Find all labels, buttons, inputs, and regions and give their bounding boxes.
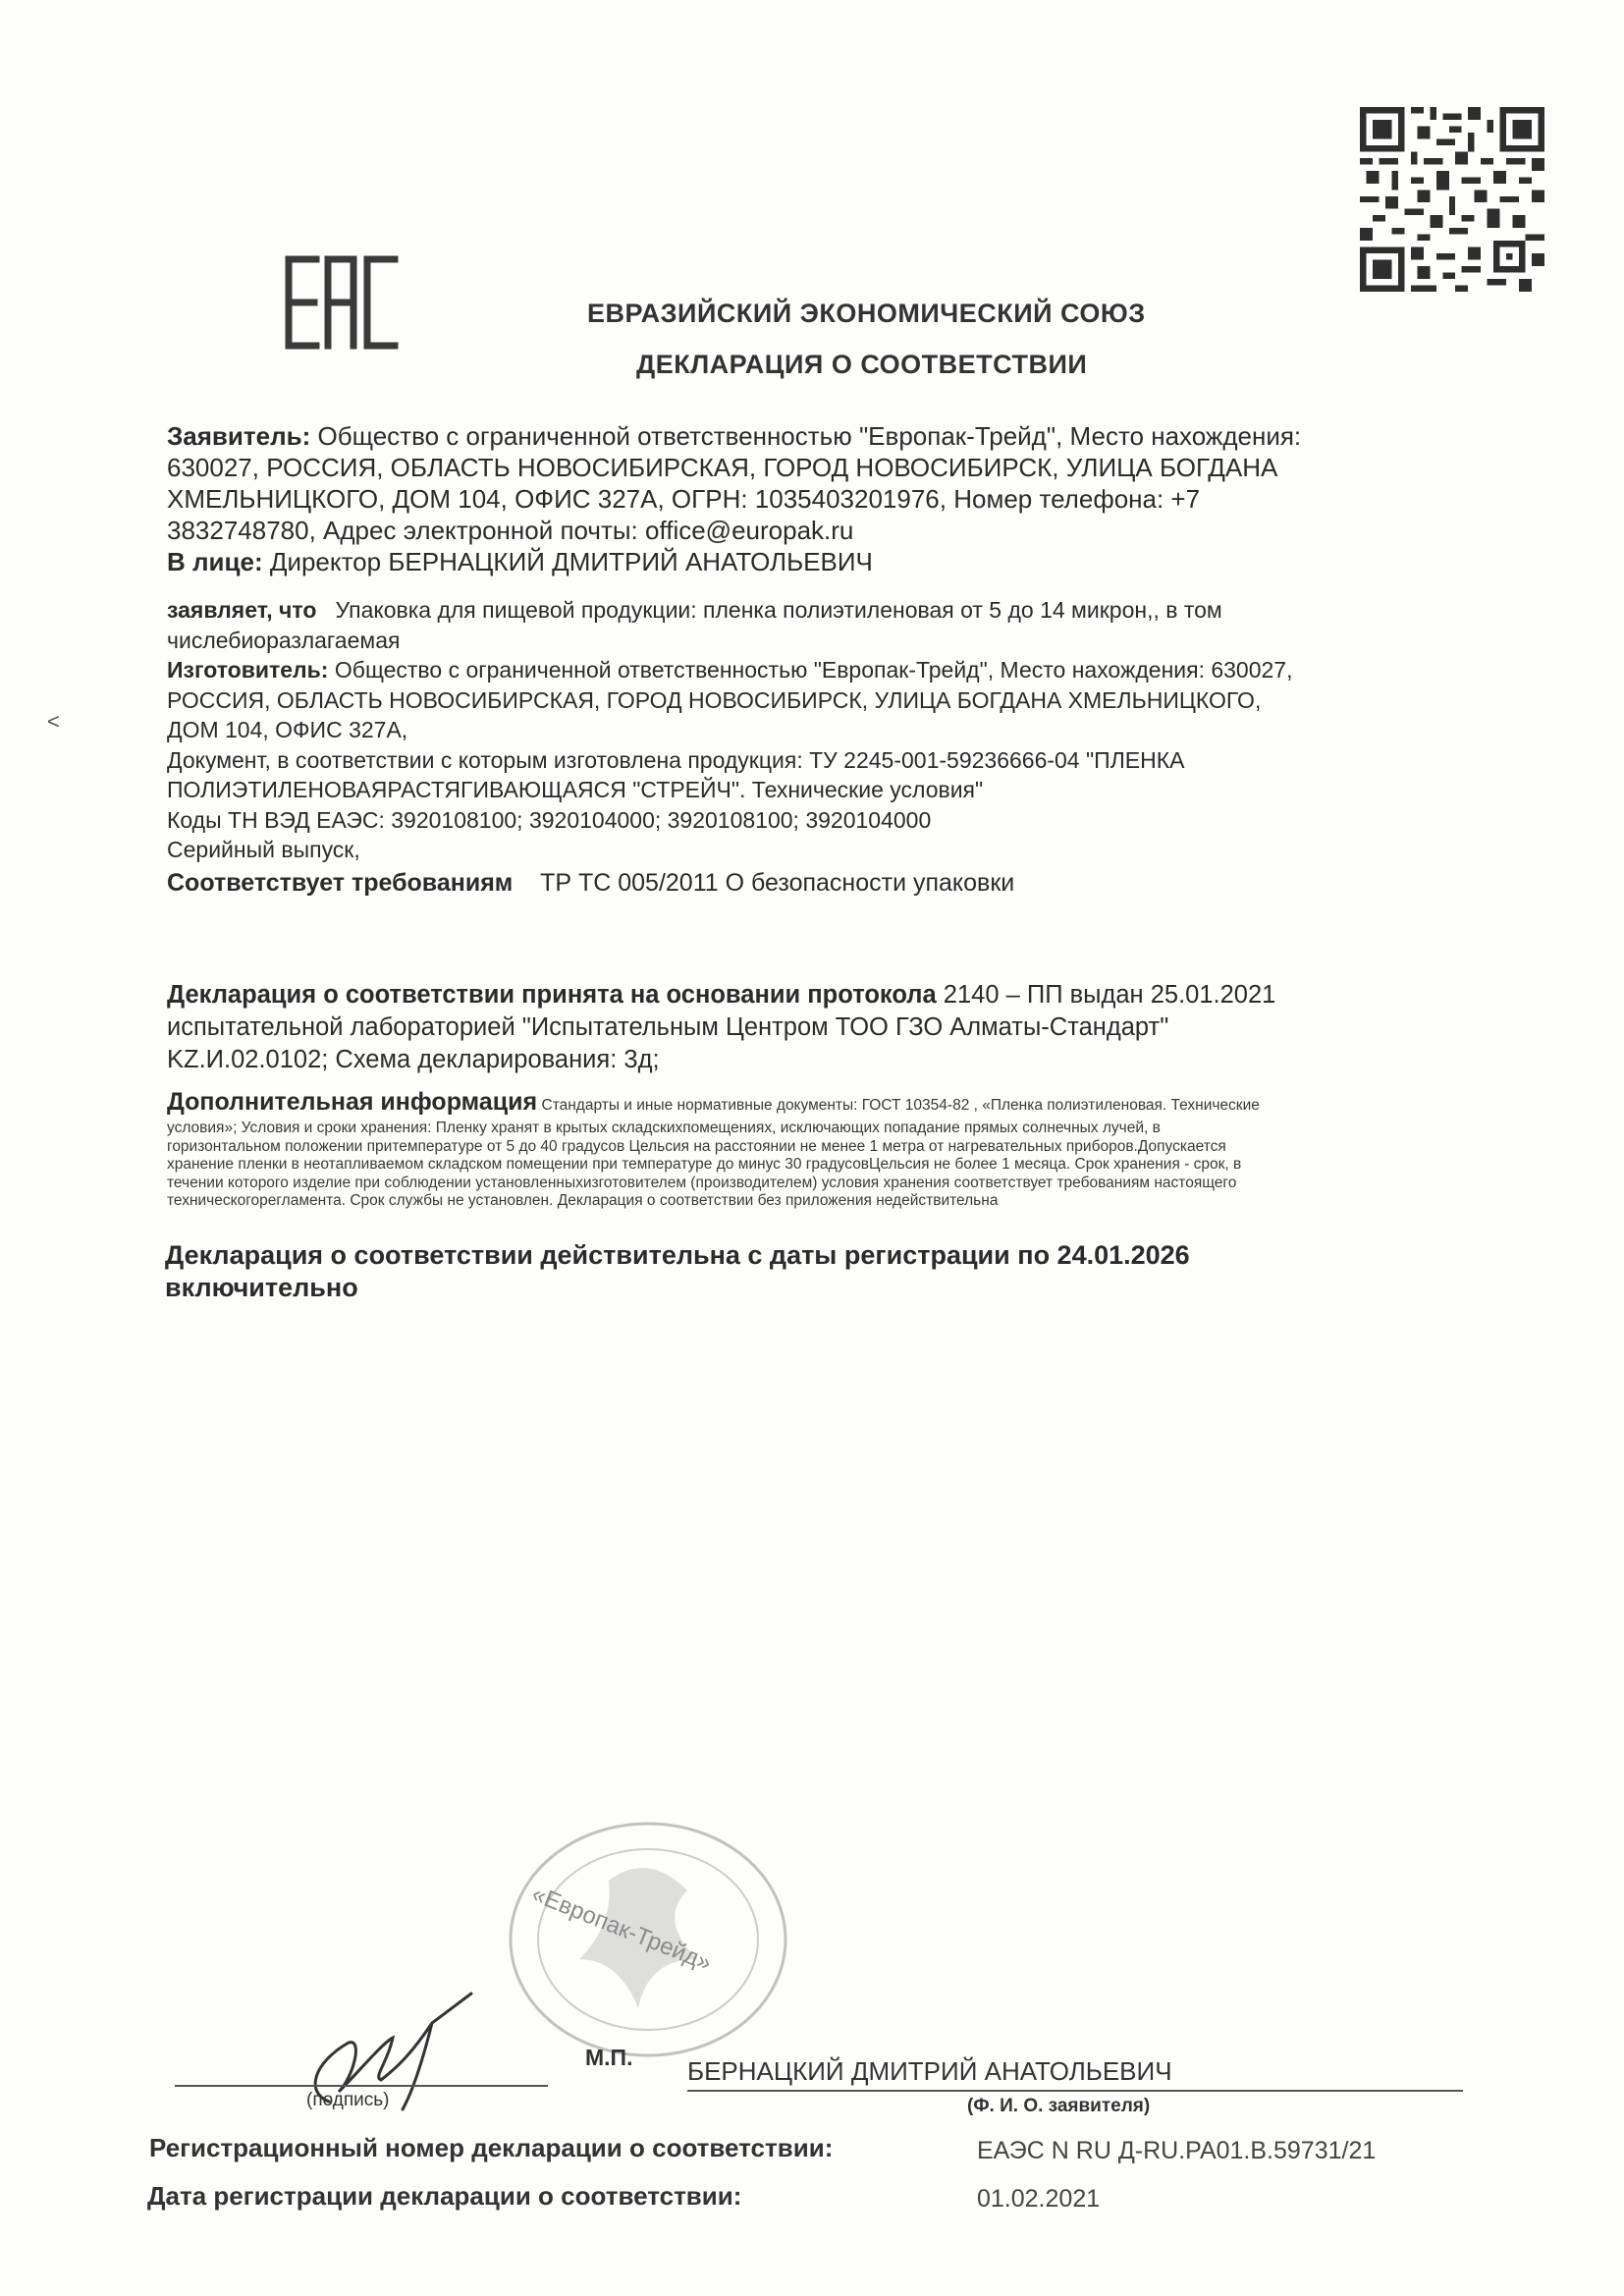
signature-line	[175, 2085, 548, 2087]
name-caption: (Ф. И. О. заявителя)	[967, 2096, 1151, 2116]
additional-line-4: хранение пленки в неотапливаемом складском помещении при температуре до минус 30 градусовЦельсия не более 1 месяца. Срок хранения - срок, в	[167, 1156, 1242, 1173]
registration-date-value: 01.02.2021	[977, 2185, 1101, 2213]
manufacturer-label: Изготовитель:	[167, 657, 329, 683]
conforms-row	[167, 869, 1014, 898]
document-line-1: Документ, в соответствии с которым изготовлена продукция: ТУ 2245-001-59236666-04 "ПЛЕНКА	[167, 746, 1185, 773]
qr-code	[1360, 106, 1544, 293]
registration-date-label: Дата регистрации декларации о соответствии:	[147, 2181, 742, 2211]
additional-line-6: техническогорегламента. Срок службы не установлен. Декларация о соответствии без приложения недействительна	[167, 1192, 999, 1209]
applicant-line-2: 630027, РОССИЯ, ОБЛАСТЬ НОВОСИБИРСКАЯ, ГОРОД НОВОСИБИРСК, УЛИЦА БОГДАНА	[167, 453, 1278, 482]
applicant-line-4: 3832748780, Адрес электронной почты: office@europak.ru	[167, 516, 854, 545]
validity-line-2: включительно	[165, 1273, 358, 1302]
serial-release: Серийный выпуск,	[167, 837, 360, 862]
manufacturer-line-3: ДОМ 104, ОФИС 327А,	[167, 717, 408, 742]
manufacturer-line-1: Общество с ограниченной ответственностью "Европак-Трейд", Место нахождения: 630027,	[334, 657, 1293, 683]
tnved-codes: Коды ТН ВЭД ЕАЭС: 3920108100; 3920104000; 3920108100; 3920104000	[167, 806, 932, 833]
basis-line-2: испытательной лабораторией "Испытательным Центром ТОО ГЗО Алматы-Стандарт"	[167, 1013, 1169, 1041]
applicant-block	[167, 420, 1301, 577]
eac-logo	[283, 253, 403, 352]
represented-label: В лице:	[167, 547, 263, 576]
manufacturer-line-2: РОССИЯ, ОБЛАСТЬ НОВОСИБИРСКАЯ, ГОРОД НОВОСИБИРСК, УЛИЦА БОГДАНА ХМЕЛЬНИЦКОГО,	[167, 686, 1262, 713]
scan-mark: <	[47, 709, 60, 734]
represented-value: Директор БЕРНАЦКИЙ ДМИТРИЙ АНАТОЛЬЕВИЧ	[269, 547, 873, 576]
declares-line-2: числебиоразлагаемая	[167, 627, 401, 653]
signer-name: БЕРНАЦКИЙ ДМИТРИЙ АНАТОЛЬЕВИЧ	[687, 2056, 1172, 2086]
conforms-label: Соответствует требованиям	[167, 869, 514, 897]
registration-number-value: ЕАЭС N RU Д-RU.PA01.B.59731/21	[977, 2137, 1377, 2164]
additional-row	[167, 1088, 1260, 1117]
name-line	[687, 2090, 1463, 2092]
basis-label: Декларация о соответствии принята на основании протокола	[167, 981, 937, 1009]
declares-line-1: Упаковка для пищевой продукции: пленка полиэтиленовая от 5 до 14 микрон,, в том	[335, 597, 1222, 623]
validity-line-1: Декларация о соответствии действительна с даты регистрации по 24.01.2026	[165, 1240, 1190, 1270]
additional-line-5: течении которого изделие при соблюдении установленныхизготовителем (производителем) условия хранения соответствует требованиям настоящего	[167, 1174, 1237, 1191]
additional-line-3: горизонтальном положении притемпературе от 5 до 40 градусов Цельсия на расстоянии не менее 1 метра от нагревательных приборов.Допускается	[167, 1137, 1226, 1155]
product-block	[167, 595, 1293, 865]
additional-line-2: условия»; Условия и сроки хранения: Пленку хранят в крытых складскихпомещениях, исключающих попадание прямых солнечных лучей, в	[167, 1120, 1161, 1136]
additional-block	[167, 1120, 1241, 1211]
union-title: ЕВРАЗИЙСКИЙ ЭКОНОМИЧЕСКИЙ СОЮЗ	[587, 299, 1146, 328]
stamp-text: «Европак-Трейд»	[527, 1881, 716, 1977]
stamp-place-label: М.П.	[585, 2045, 633, 2070]
basis-line-1: 2140 – ПП выдан 25.01.2021	[943, 981, 1276, 1009]
additional-line-1: Стандарты и иные нормативные документы: ГОСТ 10354-82 , «Пленка полиэтиленовая. Технические	[541, 1097, 1260, 1114]
validity-block	[165, 1239, 1190, 1304]
registration-number-label: Регистрационный номер декларации о соответствии:	[149, 2133, 834, 2162]
applicant-line-3: ХМЕЛЬНИЦКОГО, ДОМ 104, ОФИС 327А, ОГРН: 1035403201976, Номер телефона: +7	[167, 484, 1201, 514]
basis-line-3: KZ.И.02.0102; Схема декларирования: 3д;	[167, 1046, 660, 1073]
applicant-line-1: Общество с ограниченной ответственностью "Европак-Трейд", Место нахождения:	[317, 421, 1302, 451]
basis-block	[167, 979, 1275, 1076]
document-title: ДЕКЛАРАЦИЯ О СООТВЕТСТВИИ	[636, 350, 1088, 379]
applicant-label: Заявитель:	[167, 421, 311, 451]
conforms-value: ТР ТС 005/2011 О безопасности упаковки	[540, 869, 1015, 897]
additional-label: Дополнительная информация	[167, 1088, 538, 1116]
document-line-2: ПОЛИЭТИЛЕНОВАЯРАСТЯГИВАЮЩАЯСЯ "СТРЕЙЧ". Технические условия"	[167, 777, 984, 802]
signature-caption: (подпись)	[306, 2090, 390, 2110]
declares-label: заявляет, что	[167, 597, 317, 623]
